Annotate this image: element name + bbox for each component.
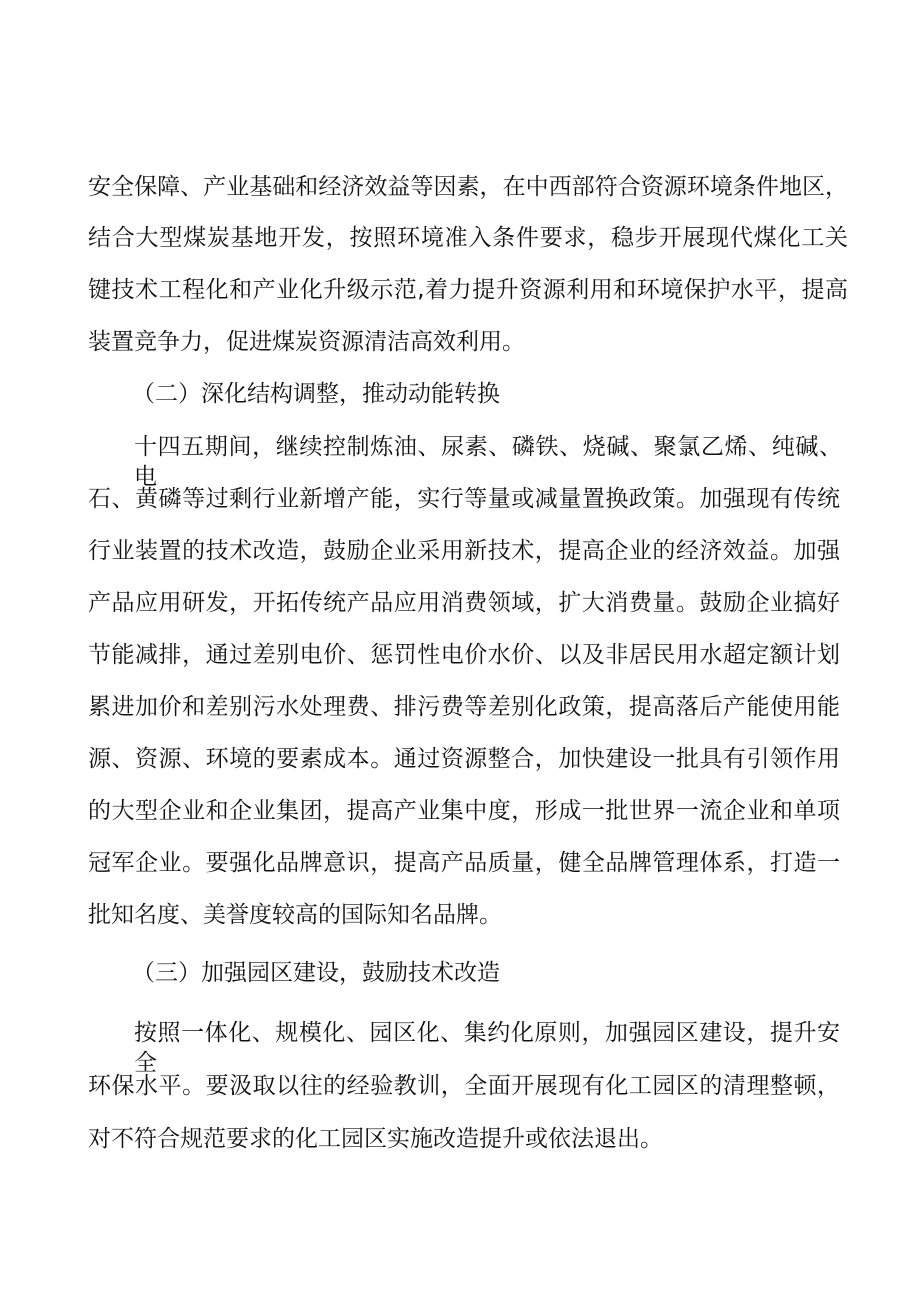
paragraph-line: 键技术工程化和产业化升级示范,着力提升资源利用和环境保护水平，提高 <box>88 277 848 303</box>
paragraph-line: 十四五期间，继续控制炼油、尿素、磷铁、烧碱、聚氯乙烯、纯碱、电 <box>134 434 842 490</box>
paragraph-line: 对不符合规范要求的化工园区实施改造提升或依法退出。 <box>88 1126 663 1152</box>
paragraph-line: 结合大型煤炭基地开发，按照环境准入条件要求，稳步开展现代煤化工关 <box>88 225 848 251</box>
paragraph-line: 装置竞争力，促进煤炭资源清洁高效利用。 <box>88 329 525 355</box>
paragraph-line: 行业装置的技术改造，鼓励企业采用新技术，提高企业的经济效益。加强 <box>88 538 840 564</box>
paragraph-line: 批知名度、美誉度较高的国际知名品牌。 <box>88 902 502 928</box>
section-heading-3: （三）加强园区建设，鼓励技术改造 <box>132 960 500 986</box>
section-heading-2: （二）深化结构调整，推动动能转换 <box>132 381 500 407</box>
paragraph-line: 累进加价和差别污水处理费、排污费等差别化政策，提高落后产能使用能 <box>88 694 840 720</box>
paragraph-line: 安全保障、产业基础和经济效益等因素，在中西部符合资源环境条件地区， <box>88 174 848 200</box>
paragraph-line: 环保水平。要汲取以往的经验教训，全面开展现有化工园区的清理整顿， <box>88 1073 840 1099</box>
paragraph-line: 产品应用研发，开拓传统产品应用消费领域，扩大消费量。鼓励企业搞好 <box>88 590 840 616</box>
paragraph-line: 的大型企业和企业集团，提高产业集中度，形成一批世界一流企业和单项 <box>88 798 840 824</box>
paragraph-line: 节能减排，通过差别电价、惩罚性电价水价、以及非居民用水超定额计划 <box>88 642 840 668</box>
paragraph-line: 源、资源、环境的要素成本。通过资源整合，加快建设一批具有引领作用 <box>88 746 840 772</box>
paragraph-line: 冠军企业。要强化品牌意识，提高产品质量，健全品牌管理体系，打造一 <box>88 850 840 876</box>
paragraph-line: 按照一体化、规模化、园区化、集约化原则，加强园区建设，提升安全 <box>134 1020 840 1076</box>
paragraph-line: 石、黄磷等过剩行业新增产能，实行等量或减量置换政策。加强现有传统 <box>88 486 840 512</box>
